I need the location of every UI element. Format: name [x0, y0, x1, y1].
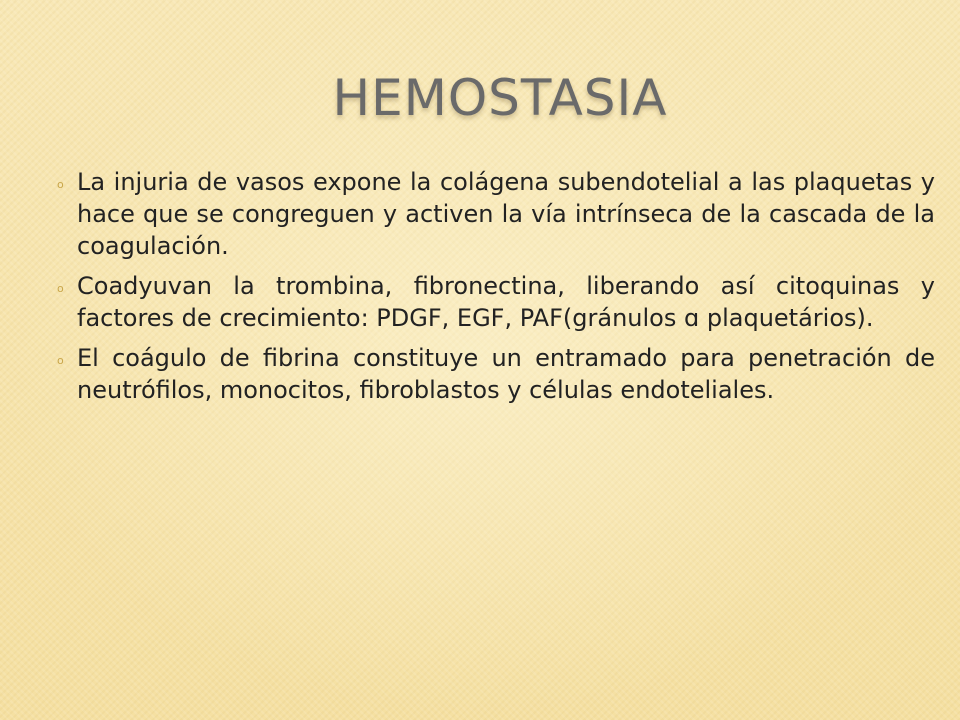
bullet-circle-icon: o [57, 282, 64, 295]
slide-title-text: HEMOSTASIA [332, 69, 668, 127]
bullet-item [55, 166, 935, 262]
bullet-text: El coágulo de fibrina constituye un entramado para penetración de neutrófilos, monocitos, fibroblastos y células endoteliales. [77, 344, 935, 404]
bullet-item [55, 270, 935, 334]
bullet-list [55, 166, 935, 414]
bullet-circle-icon: o [57, 178, 64, 191]
slide-title [0, 68, 960, 128]
bullet-circle-icon: o [57, 354, 64, 367]
bullet-text: Coadyuvan la trombina, fibronectina, liberando así citoquinas y factores de crecimiento: PDGF, EGF, PAF(gránulos ɑ plaquetários). [77, 272, 935, 332]
bullet-text: La injuria de vasos expone la colágena subendotelial a las plaquetas y hace que se congreguen y activen la vía intrínseca de la cascada de la coagulación. [77, 168, 935, 260]
bullet-item [55, 342, 935, 406]
